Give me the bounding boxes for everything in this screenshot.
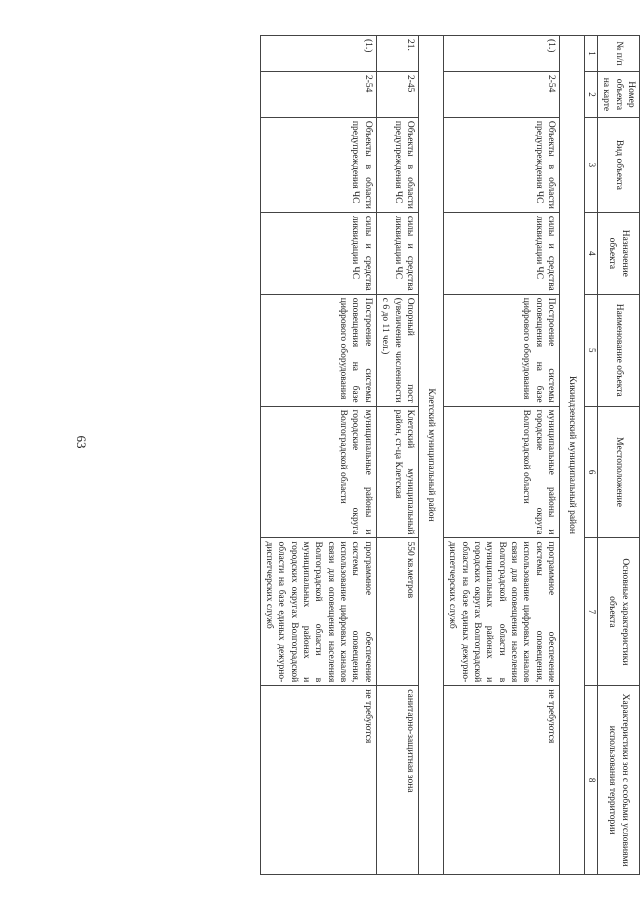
header-cell: Местоположение: [597, 406, 639, 538]
header-cell: Характеристики зон с особыми условиями использования территории: [597, 686, 639, 875]
object-location: муниципальные районы и городские округа Волгоградской области: [260, 406, 376, 538]
column-number: 8: [584, 686, 597, 875]
map-number: 2-54: [443, 71, 559, 117]
objects-table: [260, 35, 640, 875]
header-cell: Номер объекта на карте: [597, 71, 639, 117]
table-row: [443, 36, 559, 875]
object-characteristics: программное обеспечение системы оповещения, использование цифровых каналов связи для оповещения населения Волгоградской области в муниципальных районах и городских округах Волгоградской области на базе единых дежурно-диспетчерских служб: [443, 538, 559, 686]
object-purpose: силы и средства ликвидации ЧС: [443, 212, 559, 294]
page-number: 63: [74, 435, 89, 449]
zone-characteristics: не требуются: [260, 686, 376, 875]
column-number: 1: [584, 36, 597, 72]
object-name: Построение системы оповещения на базе цифрового оборудования: [443, 294, 559, 406]
header-cell: Наименование объекта: [597, 294, 639, 406]
column-number: 3: [584, 117, 597, 212]
table-row: [376, 36, 418, 875]
header-cell: № п/п: [597, 36, 639, 72]
object-name: Опорный пост (увеличение численности с 6 до 11 чел.): [376, 294, 418, 406]
object-kind: Объекты в области предупреждения ЧС: [376, 117, 418, 212]
section-title: Кикиндзенский муниципальный район: [559, 36, 584, 875]
column-number-row: [584, 36, 597, 875]
column-number: 4: [584, 212, 597, 294]
object-name: Построение системы оповещения на базе цифрового оборудования: [260, 294, 376, 406]
column-number: 6: [584, 406, 597, 538]
header-cell: Вид объекта: [597, 117, 639, 212]
section-title: Клетский муниципальный район: [418, 36, 443, 875]
column-number: 7: [584, 538, 597, 686]
object-purpose: силы и средства ликвидации ЧС: [376, 212, 418, 294]
row-number: 21.: [376, 36, 418, 72]
column-number: 5: [584, 294, 597, 406]
table-row: [260, 36, 376, 875]
rotated-table-container: [140, 35, 640, 875]
zone-characteristics: санитарно-защитная зона: [376, 686, 418, 875]
map-number: 2-54: [260, 71, 376, 117]
object-kind: Объекты в области предупреждения ЧС: [260, 117, 376, 212]
object-kind: Объекты в области предупреждения ЧС: [443, 117, 559, 212]
object-location: Клетский муниципальный район, ст-ца Клетская: [376, 406, 418, 538]
column-number: 2: [584, 71, 597, 117]
row-number: (1.): [443, 36, 559, 72]
object-purpose: силы и средства ликвидации ЧС: [260, 212, 376, 294]
header-cell: Основные характеристики объекта: [597, 538, 639, 686]
section-row: [418, 36, 443, 875]
header-row: [597, 36, 639, 875]
map-number: 2-45: [376, 71, 418, 117]
object-characteristics: 550 кв.метров: [376, 538, 418, 686]
header-cell: Назначение объекта: [597, 212, 639, 294]
section-row: [559, 36, 584, 875]
row-number: (1.): [260, 36, 376, 72]
object-location: муниципальные районы и городские округа Волгоградской области: [443, 406, 559, 538]
zone-characteristics: не требуются: [443, 686, 559, 875]
object-characteristics: программное обеспечение системы оповещения, использование цифровых каналов связи для оповещения населения Волгоградской области в муниципальных районах и городских округах Волгоградской области на базе единых дежурно-диспетчерских служб: [260, 538, 376, 686]
